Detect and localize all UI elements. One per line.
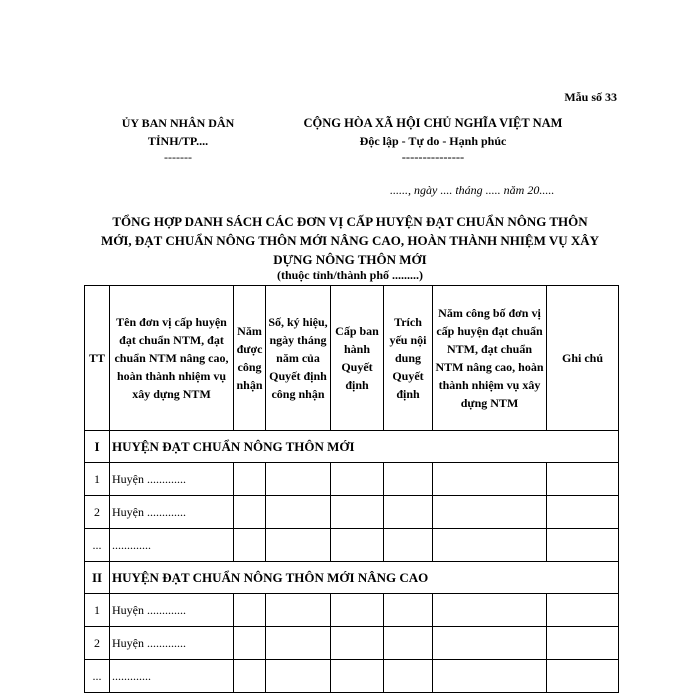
section-row — [85, 562, 619, 594]
table-cell — [433, 463, 547, 496]
section-tt: II — [85, 562, 110, 594]
table-cell — [384, 627, 433, 660]
row-name: ............. — [110, 660, 234, 693]
table-cell — [331, 660, 384, 693]
section-tt: I — [85, 431, 110, 463]
table-cell — [384, 463, 433, 496]
row-name: Huyện ............. — [110, 627, 234, 660]
table-cell — [384, 496, 433, 529]
document-subtitle: (thuộc tỉnh/thành phố .........) — [276, 268, 424, 282]
table-cell — [384, 660, 433, 693]
table-cell — [547, 594, 619, 627]
header-recognition-year: Năm được công nhận — [234, 286, 266, 431]
table-cell — [433, 627, 547, 660]
table-row — [85, 627, 619, 660]
table-cell — [266, 463, 331, 496]
agency-name: ỦY BAN NHÂN DÂN — [121, 116, 235, 130]
table-cell — [234, 627, 266, 660]
title-line-2: MỚI, ĐẠT CHUẨN NÔNG THÔN MỚI NÂNG CAO, HOÀN THÀNH NHIỆM VỤ XÂY — [100, 233, 600, 248]
header-tt: TT — [85, 286, 110, 431]
header-left — [98, 114, 258, 164]
table-cell — [234, 496, 266, 529]
table-cell — [433, 496, 547, 529]
province-name: TỈNH/TP.... — [147, 134, 209, 148]
table-cell — [433, 594, 547, 627]
header-right — [278, 114, 588, 164]
national-title: CỘNG HÒA XÃ HỘI CHỦ NGHĨA VIỆT NAM — [303, 116, 563, 130]
table-cell — [266, 594, 331, 627]
table-cell — [266, 627, 331, 660]
row-tt: 1 — [85, 594, 110, 627]
summary-table — [84, 285, 619, 693]
row-name: Huyện ............. — [110, 496, 234, 529]
table-cell — [266, 529, 331, 562]
header-issuing-level: Cấp ban hành Quyết định — [331, 286, 384, 431]
document-title — [70, 212, 630, 269]
table-cell — [234, 660, 266, 693]
table-cell — [384, 594, 433, 627]
row-tt: 2 — [85, 496, 110, 529]
national-motto: Độc lập - Tự do - Hạnh phúc — [359, 134, 507, 148]
table-cell — [547, 463, 619, 496]
header-right-separator: --------------- — [401, 150, 465, 164]
table-cell — [266, 496, 331, 529]
row-name: Huyện ............. — [110, 463, 234, 496]
header-decision-summary: Trích yếu nội dung Quyết định — [384, 286, 433, 431]
row-tt: ... — [85, 529, 110, 562]
row-name: ............. — [110, 529, 234, 562]
header-left-separator: ------- — [164, 150, 192, 164]
table-cell — [234, 463, 266, 496]
date-line: ......, ngày .... tháng ..... năm 20..... — [390, 183, 555, 197]
table-cell — [234, 529, 266, 562]
table-row — [85, 594, 619, 627]
row-tt: 2 — [85, 627, 110, 660]
section-title: HUYỆN ĐẠT CHUẨN NÔNG THÔN MỚI NÂNG CAO — [110, 562, 619, 594]
table-cell — [331, 529, 384, 562]
table-cell — [433, 529, 547, 562]
table-row — [85, 463, 619, 496]
row-tt: ... — [85, 660, 110, 693]
table-cell — [331, 627, 384, 660]
table-row — [85, 496, 619, 529]
row-tt: 1 — [85, 463, 110, 496]
section-row — [85, 431, 619, 463]
table-cell — [433, 660, 547, 693]
header-unit-name: Tên đơn vị cấp huyện đạt chuẩn NTM, đạt chuẩn NTM nâng cao, hoàn thành nhiệm vụ xây dựng NTM — [110, 286, 234, 431]
row-name: Huyện ............. — [110, 594, 234, 627]
table-cell — [234, 594, 266, 627]
title-line-3: DỰNG NÔNG THÔN MỚI — [273, 252, 427, 267]
table-cell — [331, 463, 384, 496]
header-announcement-year: Năm công bố đơn vị cấp huyện đạt chuẩn NTM, đạt chuẩn NTM nâng cao, hoàn thành nhiệm vụ xây dựng NTM — [433, 286, 547, 431]
table-cell — [266, 660, 331, 693]
header-decision-number: Số, ký hiệu, ngày tháng năm của Quyết định công nhận — [266, 286, 331, 431]
table-row — [85, 529, 619, 562]
table-cell — [547, 627, 619, 660]
title-line-1: TỔNG HỢP DANH SÁCH CÁC ĐƠN VỊ CẤP HUYỆN ĐẠT CHUẨN NÔNG THÔN — [112, 214, 588, 229]
form-number: Mẫu số 33 — [564, 90, 617, 104]
table-header-row — [85, 286, 619, 431]
table-cell — [331, 496, 384, 529]
table-cell — [547, 529, 619, 562]
table-cell — [331, 594, 384, 627]
table-cell — [384, 529, 433, 562]
table-cell — [547, 660, 619, 693]
table-row — [85, 660, 619, 693]
header-notes: Ghi chú — [547, 286, 619, 431]
table-cell — [547, 496, 619, 529]
section-title: HUYỆN ĐẠT CHUẨN NÔNG THÔN MỚI — [110, 431, 619, 463]
